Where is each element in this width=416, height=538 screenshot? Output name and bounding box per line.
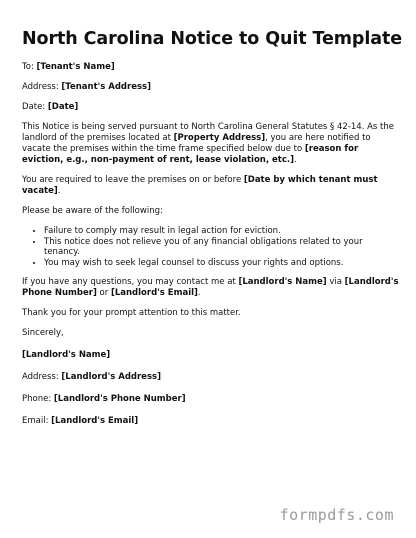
tenant-address: [Tenant's Address] [61,82,151,92]
notice-text-1: This Notice is being served pursuant to North Carolina General Statutes § 42-14. As the landlord of the premises located at [22,122,395,143]
contact-landlord-name: [Landlord's Name] [238,277,327,287]
eviction-reason: [reason for eviction, e.g., non-payment of rent, lease violation, etc.] [22,144,359,165]
address-label: Address: [22,82,59,92]
property-address: [Property Address] [173,133,266,143]
watermark: formpdfs.com [279,506,394,524]
landlord-address-label: Address: [22,372,59,382]
document-page [22,28,403,438]
document-title: North Carolina Notice to Quit Template [22,29,403,49]
vacate-date: [Date by which tenant must vacate] [22,175,378,196]
list-item: • Failure to comply may result in legal action for eviction. [44,226,400,237]
vacate-text-1: You are required to leave the premises on or before [22,175,244,185]
vacate-paragraph [22,175,400,197]
landlord-phone-label: Phone: [22,394,52,404]
date-label: Date: [22,102,46,112]
landlord-phone-line [22,394,400,405]
address-line [22,82,400,93]
contact-text-2: via [326,277,345,287]
landlord-name: [Landlord's Name] [22,350,111,360]
contact-text-3: or [96,288,111,298]
contact-landlord-email: [Landlord's Email] [110,288,198,298]
closing-line: Sincerely, [22,328,64,338]
notice-paragraph [22,122,400,166]
notice-text-2: , you are here notified to vacate the premises within the time frame specified below due to [22,133,371,154]
to-line [22,62,400,73]
vacate-text-2: . [57,186,61,196]
landlord-name-line [22,350,400,361]
landlord-email: [Landlord's Email] [51,416,139,426]
landlord-email-label: Email: [22,416,49,426]
landlord-phone: [Landlord's Phone Number] [53,394,186,404]
tenant-name: [Tenant's Name] [36,62,115,72]
to-label: To: [22,62,34,72]
contact-paragraph [22,277,400,299]
notice-text-3: . [294,155,297,165]
contact-text-4: . [197,288,201,298]
landlord-address-line [22,372,400,383]
contact-text-1: If you have any questions, you may contact me at [22,277,239,287]
landlord-address: [Landlord's Address] [61,372,161,382]
date-line [22,102,400,113]
landlord-email-line [22,416,400,427]
date-value: [Date] [47,102,79,112]
contact-landlord-phone: [Landlord's Phone Number] [22,277,399,298]
list-item: • You may wish to seek legal counsel to discuss your rights and options. [44,258,400,269]
aware-line: Please be aware of the following: [22,206,163,216]
notice-list [22,226,400,268]
thanks-line: Thank you for your prompt attention to this matter. [22,308,241,318]
list-item: • This notice does not relieve you of any financial obligations related to your tenancy. [44,237,400,258]
